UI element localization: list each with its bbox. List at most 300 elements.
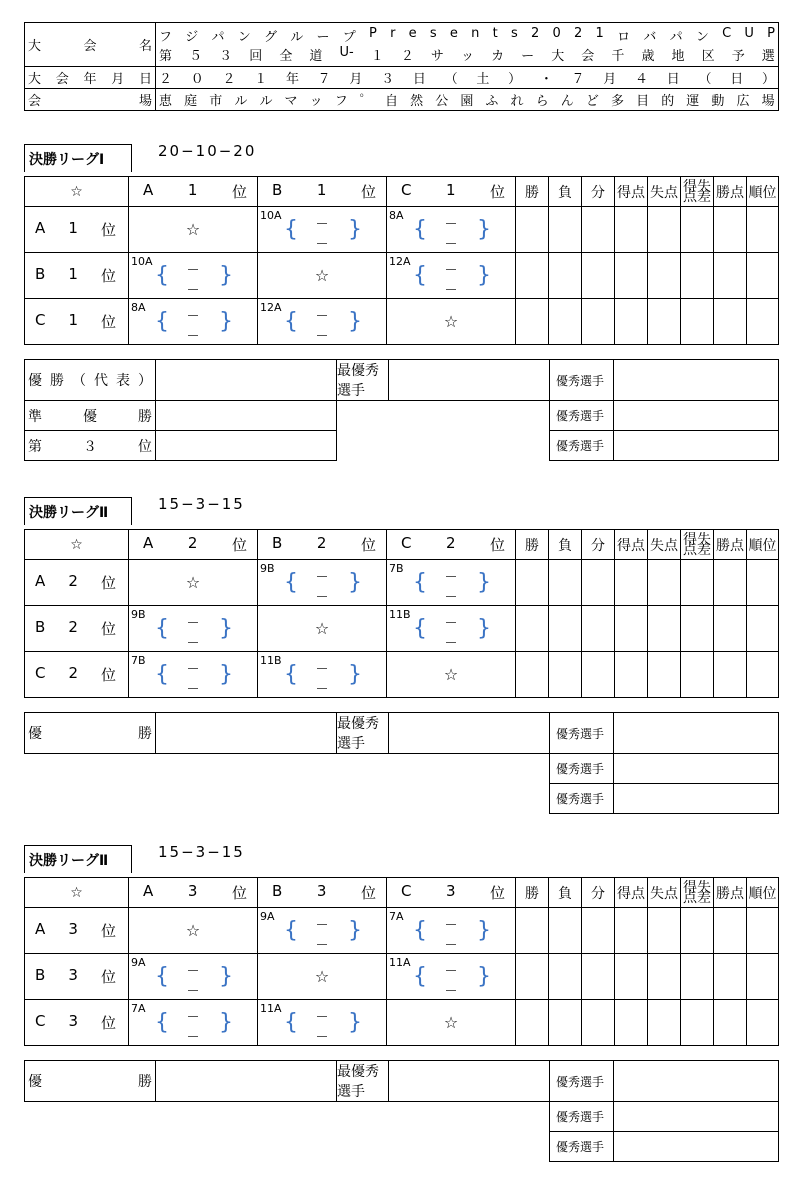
score-dash <box>446 576 456 577</box>
char: パ <box>211 29 225 45</box>
bracket-close: } <box>348 570 362 595</box>
result-team[interactable] <box>156 401 337 431</box>
char: C <box>35 311 46 329</box>
char: 動 <box>711 94 725 109</box>
stat-cell[interactable] <box>549 253 582 299</box>
league-row <box>25 299 779 345</box>
char: s <box>510 25 518 41</box>
match-code: 9A <box>131 956 146 969</box>
char: ） <box>761 72 775 87</box>
match-cell[interactable] <box>258 1000 387 1046</box>
char: 位 <box>100 620 116 638</box>
self-match-cell: ☆ <box>129 908 258 954</box>
stat-cell[interactable] <box>582 606 615 652</box>
char: 位 <box>100 221 116 239</box>
bracket-open: { <box>413 918 427 943</box>
stat-cell[interactable] <box>615 954 648 1000</box>
result-label <box>25 1061 156 1102</box>
match-code: 9B <box>131 608 146 621</box>
bracket-open: { <box>284 309 298 334</box>
match-cell[interactable] <box>258 299 387 345</box>
char: 2 <box>68 618 78 636</box>
best-player-label: 優秀選手 <box>550 401 614 431</box>
score-dash <box>188 622 198 623</box>
bracket-close: } <box>477 217 491 242</box>
char: ッ <box>309 94 323 109</box>
row-label <box>25 606 129 652</box>
stat-cell[interactable] <box>615 606 648 652</box>
row-label <box>25 954 129 1000</box>
score-bracket <box>413 263 491 295</box>
stat-cell[interactable] <box>747 253 779 299</box>
score-dash <box>446 289 456 290</box>
score-dash <box>317 223 327 224</box>
char: ル <box>259 94 273 109</box>
bracket-open: { <box>284 570 298 595</box>
char: B <box>272 882 283 900</box>
bracket-close: } <box>219 309 233 334</box>
match-code: 11A <box>260 1002 282 1015</box>
stat-header: 勝点 <box>714 177 747 207</box>
match-cell[interactable] <box>387 908 516 954</box>
char: U <box>744 25 754 41</box>
char: ど <box>585 94 599 109</box>
stat-header: 負 <box>549 177 582 207</box>
stat-cell[interactable] <box>681 560 714 606</box>
stat-header: 順位 <box>747 177 779 207</box>
char: 然 <box>410 94 424 109</box>
mvp-label: 最優秀選手 <box>337 360 389 401</box>
best-player-value[interactable] <box>614 1102 779 1132</box>
stat-cell[interactable] <box>516 253 549 299</box>
stat-cell[interactable] <box>516 560 549 606</box>
results-table <box>24 1060 779 1162</box>
stat-cell[interactable] <box>516 207 549 253</box>
stat-cell[interactable] <box>747 954 779 1000</box>
bracket-open: { <box>155 309 169 334</box>
stat-cell[interactable] <box>549 207 582 253</box>
stat-cell[interactable] <box>714 207 747 253</box>
char: フ <box>334 94 348 109</box>
best-player-label: 優秀選手 <box>550 1102 614 1132</box>
stat-cell[interactable] <box>714 299 747 345</box>
char: ） <box>138 373 152 389</box>
stat-cell[interactable] <box>648 253 681 299</box>
char: 回 <box>249 48 263 64</box>
league-row <box>25 207 779 253</box>
best-player-value[interactable] <box>614 401 779 431</box>
match-cell[interactable] <box>387 606 516 652</box>
stat-cell[interactable] <box>681 253 714 299</box>
stat-header: 負 <box>549 530 582 560</box>
bracket-close: } <box>477 918 491 943</box>
score-dash <box>446 223 456 224</box>
stat-cell[interactable] <box>549 606 582 652</box>
score-dash <box>188 269 198 270</box>
stat-cell[interactable] <box>681 207 714 253</box>
score-bracket <box>155 616 233 648</box>
score-bracket <box>284 309 362 341</box>
char: 名 <box>138 39 152 54</box>
char: バ <box>643 29 657 45</box>
column-header-0 <box>129 177 258 207</box>
stat-cell[interactable] <box>582 207 615 253</box>
char: 場 <box>138 94 152 109</box>
best-player-value[interactable] <box>614 360 779 401</box>
league-row <box>25 1000 779 1046</box>
self-match-cell: ☆ <box>258 606 387 652</box>
row-label <box>25 560 129 606</box>
char: ロ <box>617 29 631 45</box>
char: 位 <box>100 267 116 285</box>
char: ２ <box>159 72 173 87</box>
match-cell[interactable] <box>258 560 387 606</box>
char: ３ <box>381 72 395 87</box>
mvp-value[interactable] <box>389 1061 550 1102</box>
char: 優 <box>83 408 97 425</box>
char: マ <box>284 94 298 109</box>
stat-cell[interactable] <box>681 299 714 345</box>
stat-header: 順位 <box>747 530 779 560</box>
score-dash <box>188 990 198 991</box>
char: ル <box>234 94 248 109</box>
stat-cell[interactable] <box>747 1000 779 1046</box>
stat-cell[interactable] <box>615 560 648 606</box>
stat-cell[interactable] <box>615 253 648 299</box>
char: 月 <box>603 72 617 87</box>
char: ら <box>535 94 549 109</box>
stat-cell[interactable] <box>714 253 747 299</box>
stat-cell[interactable] <box>582 253 615 299</box>
best-player-value[interactable] <box>614 713 779 754</box>
result-team[interactable] <box>156 713 337 754</box>
stat-cell[interactable] <box>516 954 549 1000</box>
stat-cell[interactable] <box>582 652 615 698</box>
stat-cell[interactable] <box>516 908 549 954</box>
date-label <box>25 67 156 89</box>
match-cell[interactable] <box>258 207 387 253</box>
tournament-info-table <box>24 22 779 111</box>
stat-header: 勝 <box>516 177 549 207</box>
char: 年 <box>83 72 97 87</box>
match-cell[interactable] <box>129 954 258 1000</box>
bracket-close: } <box>477 616 491 641</box>
char: 目 <box>636 94 650 109</box>
char: e <box>449 25 458 41</box>
best-player-value[interactable] <box>614 784 779 814</box>
self-match-cell: ☆ <box>387 299 516 345</box>
stat-cell[interactable] <box>681 606 714 652</box>
mvp-value[interactable] <box>389 360 550 401</box>
stat-header: 分 <box>582 530 615 560</box>
match-cell[interactable] <box>387 954 516 1000</box>
char: 3 <box>187 882 198 900</box>
self-match-cell: ☆ <box>129 207 258 253</box>
char: 第 <box>159 48 173 64</box>
stat-cell[interactable] <box>549 1000 582 1046</box>
best-player-value[interactable] <box>614 1061 779 1102</box>
stat-cell[interactable] <box>582 1000 615 1046</box>
score-dash <box>446 642 456 643</box>
char: 勝 <box>138 1074 152 1090</box>
stat-cell[interactable] <box>582 560 615 606</box>
self-match-cell: ☆ <box>258 253 387 299</box>
match-cell[interactable] <box>387 560 516 606</box>
match-code: 7A <box>131 1002 146 1015</box>
match-format: 20−10−20 <box>158 142 257 160</box>
stat-cell[interactable] <box>615 1000 648 1046</box>
char: ） <box>508 72 522 87</box>
match-cell[interactable] <box>258 908 387 954</box>
match-code: 10A <box>131 255 153 268</box>
char: （ <box>444 72 458 87</box>
stat-cell[interactable] <box>516 606 549 652</box>
stat-cell[interactable] <box>648 954 681 1000</box>
char: 全 <box>279 48 293 64</box>
venue-label <box>25 89 156 111</box>
char: 1 <box>68 219 78 237</box>
stat-cell[interactable] <box>582 954 615 1000</box>
score-dash <box>317 596 327 597</box>
stat-cell[interactable] <box>747 908 779 954</box>
league-row <box>25 560 779 606</box>
stat-header: 順位 <box>747 878 779 908</box>
char: 3 <box>68 966 78 984</box>
char: 的 <box>661 94 675 109</box>
stat-header: 得失点差 <box>681 530 714 560</box>
mvp-value[interactable] <box>389 713 550 754</box>
bracket-close: } <box>477 263 491 288</box>
match-code: 11B <box>260 654 282 667</box>
stat-cell[interactable] <box>681 908 714 954</box>
score-dash <box>446 269 456 270</box>
match-cell[interactable] <box>129 253 258 299</box>
result-label <box>25 431 156 461</box>
best-player-value[interactable] <box>614 1132 779 1162</box>
date-value <box>156 67 779 89</box>
char: 準 <box>28 408 42 425</box>
stat-cell[interactable] <box>747 606 779 652</box>
char: ふ <box>485 94 499 109</box>
star-corner: ☆ <box>25 878 129 908</box>
char: 1 <box>445 181 456 199</box>
stat-cell[interactable] <box>747 652 779 698</box>
match-cell[interactable] <box>387 253 516 299</box>
league-row <box>25 253 779 299</box>
match-cell[interactable] <box>129 606 258 652</box>
stat-cell[interactable] <box>714 560 747 606</box>
stat-cell[interactable] <box>681 954 714 1000</box>
score-dash <box>188 688 198 689</box>
score-bracket <box>413 217 491 249</box>
match-format: 15−3−15 <box>158 495 245 513</box>
best-player-label: 優秀選手 <box>550 360 614 401</box>
char: 位 <box>360 884 376 902</box>
stat-cell[interactable] <box>549 299 582 345</box>
stat-cell[interactable] <box>648 1000 681 1046</box>
best-player-value[interactable] <box>614 754 779 784</box>
score-bracket <box>284 1010 362 1042</box>
stat-cell[interactable] <box>615 652 648 698</box>
result-team[interactable] <box>156 431 337 461</box>
best-player-label: 優秀選手 <box>550 431 614 461</box>
char: 位 <box>360 183 376 201</box>
stat-cell[interactable] <box>549 908 582 954</box>
stat-cell[interactable] <box>714 606 747 652</box>
score-dash <box>446 970 456 971</box>
char: 広 <box>736 94 750 109</box>
char: ん <box>560 94 574 109</box>
best-player-value[interactable] <box>614 431 779 461</box>
match-cell[interactable] <box>129 299 258 345</box>
column-header-1 <box>258 530 387 560</box>
stat-cell[interactable] <box>549 560 582 606</box>
results-table <box>24 712 779 814</box>
stat-header: 分 <box>582 177 615 207</box>
match-code: 7B <box>131 654 146 667</box>
score-dash <box>317 668 327 669</box>
result-label <box>25 401 156 431</box>
stat-cell[interactable] <box>648 606 681 652</box>
row-label <box>25 908 129 954</box>
char: C <box>35 1012 46 1030</box>
stat-cell[interactable] <box>615 299 648 345</box>
stat-cell[interactable] <box>681 1000 714 1046</box>
char: 地 <box>671 48 685 64</box>
stat-header: 失点 <box>648 878 681 908</box>
bracket-open: { <box>413 263 427 288</box>
char: 場 <box>761 94 775 109</box>
stat-cell[interactable] <box>714 954 747 1000</box>
bracket-open: { <box>284 1010 298 1035</box>
column-header-2 <box>387 878 516 908</box>
stat-cell[interactable] <box>714 908 747 954</box>
stat-cell[interactable] <box>747 560 779 606</box>
league-row <box>25 954 779 1000</box>
match-cell[interactable] <box>129 652 258 698</box>
char: 表 <box>116 373 130 389</box>
char: 位 <box>100 313 116 331</box>
match-cell[interactable] <box>258 652 387 698</box>
stat-cell[interactable] <box>648 299 681 345</box>
score-bracket <box>155 662 233 694</box>
column-header-1 <box>258 177 387 207</box>
stat-cell[interactable] <box>714 1000 747 1046</box>
stat-cell[interactable] <box>747 207 779 253</box>
char: 2 <box>445 534 456 552</box>
char: ー <box>316 29 330 45</box>
score-dash <box>317 944 327 945</box>
char: 道 <box>309 48 323 64</box>
stat-cell[interactable] <box>648 908 681 954</box>
match-cell[interactable] <box>387 207 516 253</box>
stat-cell[interactable] <box>516 1000 549 1046</box>
char: 2 <box>68 572 78 590</box>
stat-cell[interactable] <box>549 954 582 1000</box>
stat-cell[interactable] <box>516 299 549 345</box>
char: フ <box>159 29 173 45</box>
char: 3 <box>316 882 327 900</box>
result-team[interactable] <box>156 360 337 401</box>
char: 2 <box>574 25 583 41</box>
char: ２ <box>222 72 236 87</box>
char: 2 <box>531 25 540 41</box>
stat-header: 失点 <box>648 177 681 207</box>
char: ７ <box>571 72 585 87</box>
bracket-open: { <box>413 217 427 242</box>
score-dash <box>317 924 327 925</box>
row-label <box>25 1000 129 1046</box>
score-dash <box>317 688 327 689</box>
char: 位 <box>100 666 116 684</box>
stat-cell[interactable] <box>648 207 681 253</box>
char: C <box>401 534 412 552</box>
score-dash <box>188 642 198 643</box>
char: れ <box>510 94 524 109</box>
char: P <box>369 25 377 41</box>
char: 位 <box>100 1014 116 1032</box>
league-row <box>25 908 779 954</box>
char: 会 <box>28 94 42 109</box>
star-corner: ☆ <box>25 177 129 207</box>
match-cell[interactable] <box>129 1000 258 1046</box>
char: 年 <box>285 72 299 87</box>
score-dash <box>446 944 456 945</box>
bracket-open: { <box>155 662 169 687</box>
stat-cell[interactable] <box>714 652 747 698</box>
char: 位 <box>489 183 505 201</box>
char: ４ <box>635 72 649 87</box>
stat-cell[interactable] <box>516 652 549 698</box>
score-dash <box>188 970 198 971</box>
mvp-label: 最優秀選手 <box>337 1061 389 1102</box>
stat-cell[interactable] <box>615 908 648 954</box>
char: サ <box>430 48 444 64</box>
char: ７ <box>317 72 331 87</box>
stat-cell[interactable] <box>681 652 714 698</box>
column-header-2 <box>387 530 516 560</box>
stat-cell[interactable] <box>648 560 681 606</box>
char: 1 <box>316 181 327 199</box>
char: 優 <box>28 726 42 742</box>
score-dash <box>188 315 198 316</box>
result-team[interactable] <box>156 1061 337 1102</box>
stat-cell[interactable] <box>582 908 615 954</box>
stat-cell[interactable] <box>582 299 615 345</box>
stat-header: 負 <box>549 878 582 908</box>
char: 位 <box>231 884 247 902</box>
char: 千 <box>611 48 625 64</box>
tournament-name-label <box>25 23 156 67</box>
self-match-cell: ☆ <box>387 1000 516 1046</box>
score-dash <box>446 924 456 925</box>
stat-cell[interactable] <box>747 299 779 345</box>
char: 1 <box>68 265 78 283</box>
stat-cell[interactable] <box>549 652 582 698</box>
stat-cell[interactable] <box>615 207 648 253</box>
char: 会 <box>55 72 69 87</box>
char: U- <box>339 44 354 60</box>
row-label <box>25 253 129 299</box>
char: ・ <box>539 72 553 87</box>
league-table <box>24 877 779 1046</box>
char: n <box>471 25 480 41</box>
char: 大 <box>28 39 42 54</box>
char: A <box>143 534 154 552</box>
stat-cell[interactable] <box>648 652 681 698</box>
char: ン <box>695 29 709 45</box>
char: ー <box>521 48 535 64</box>
